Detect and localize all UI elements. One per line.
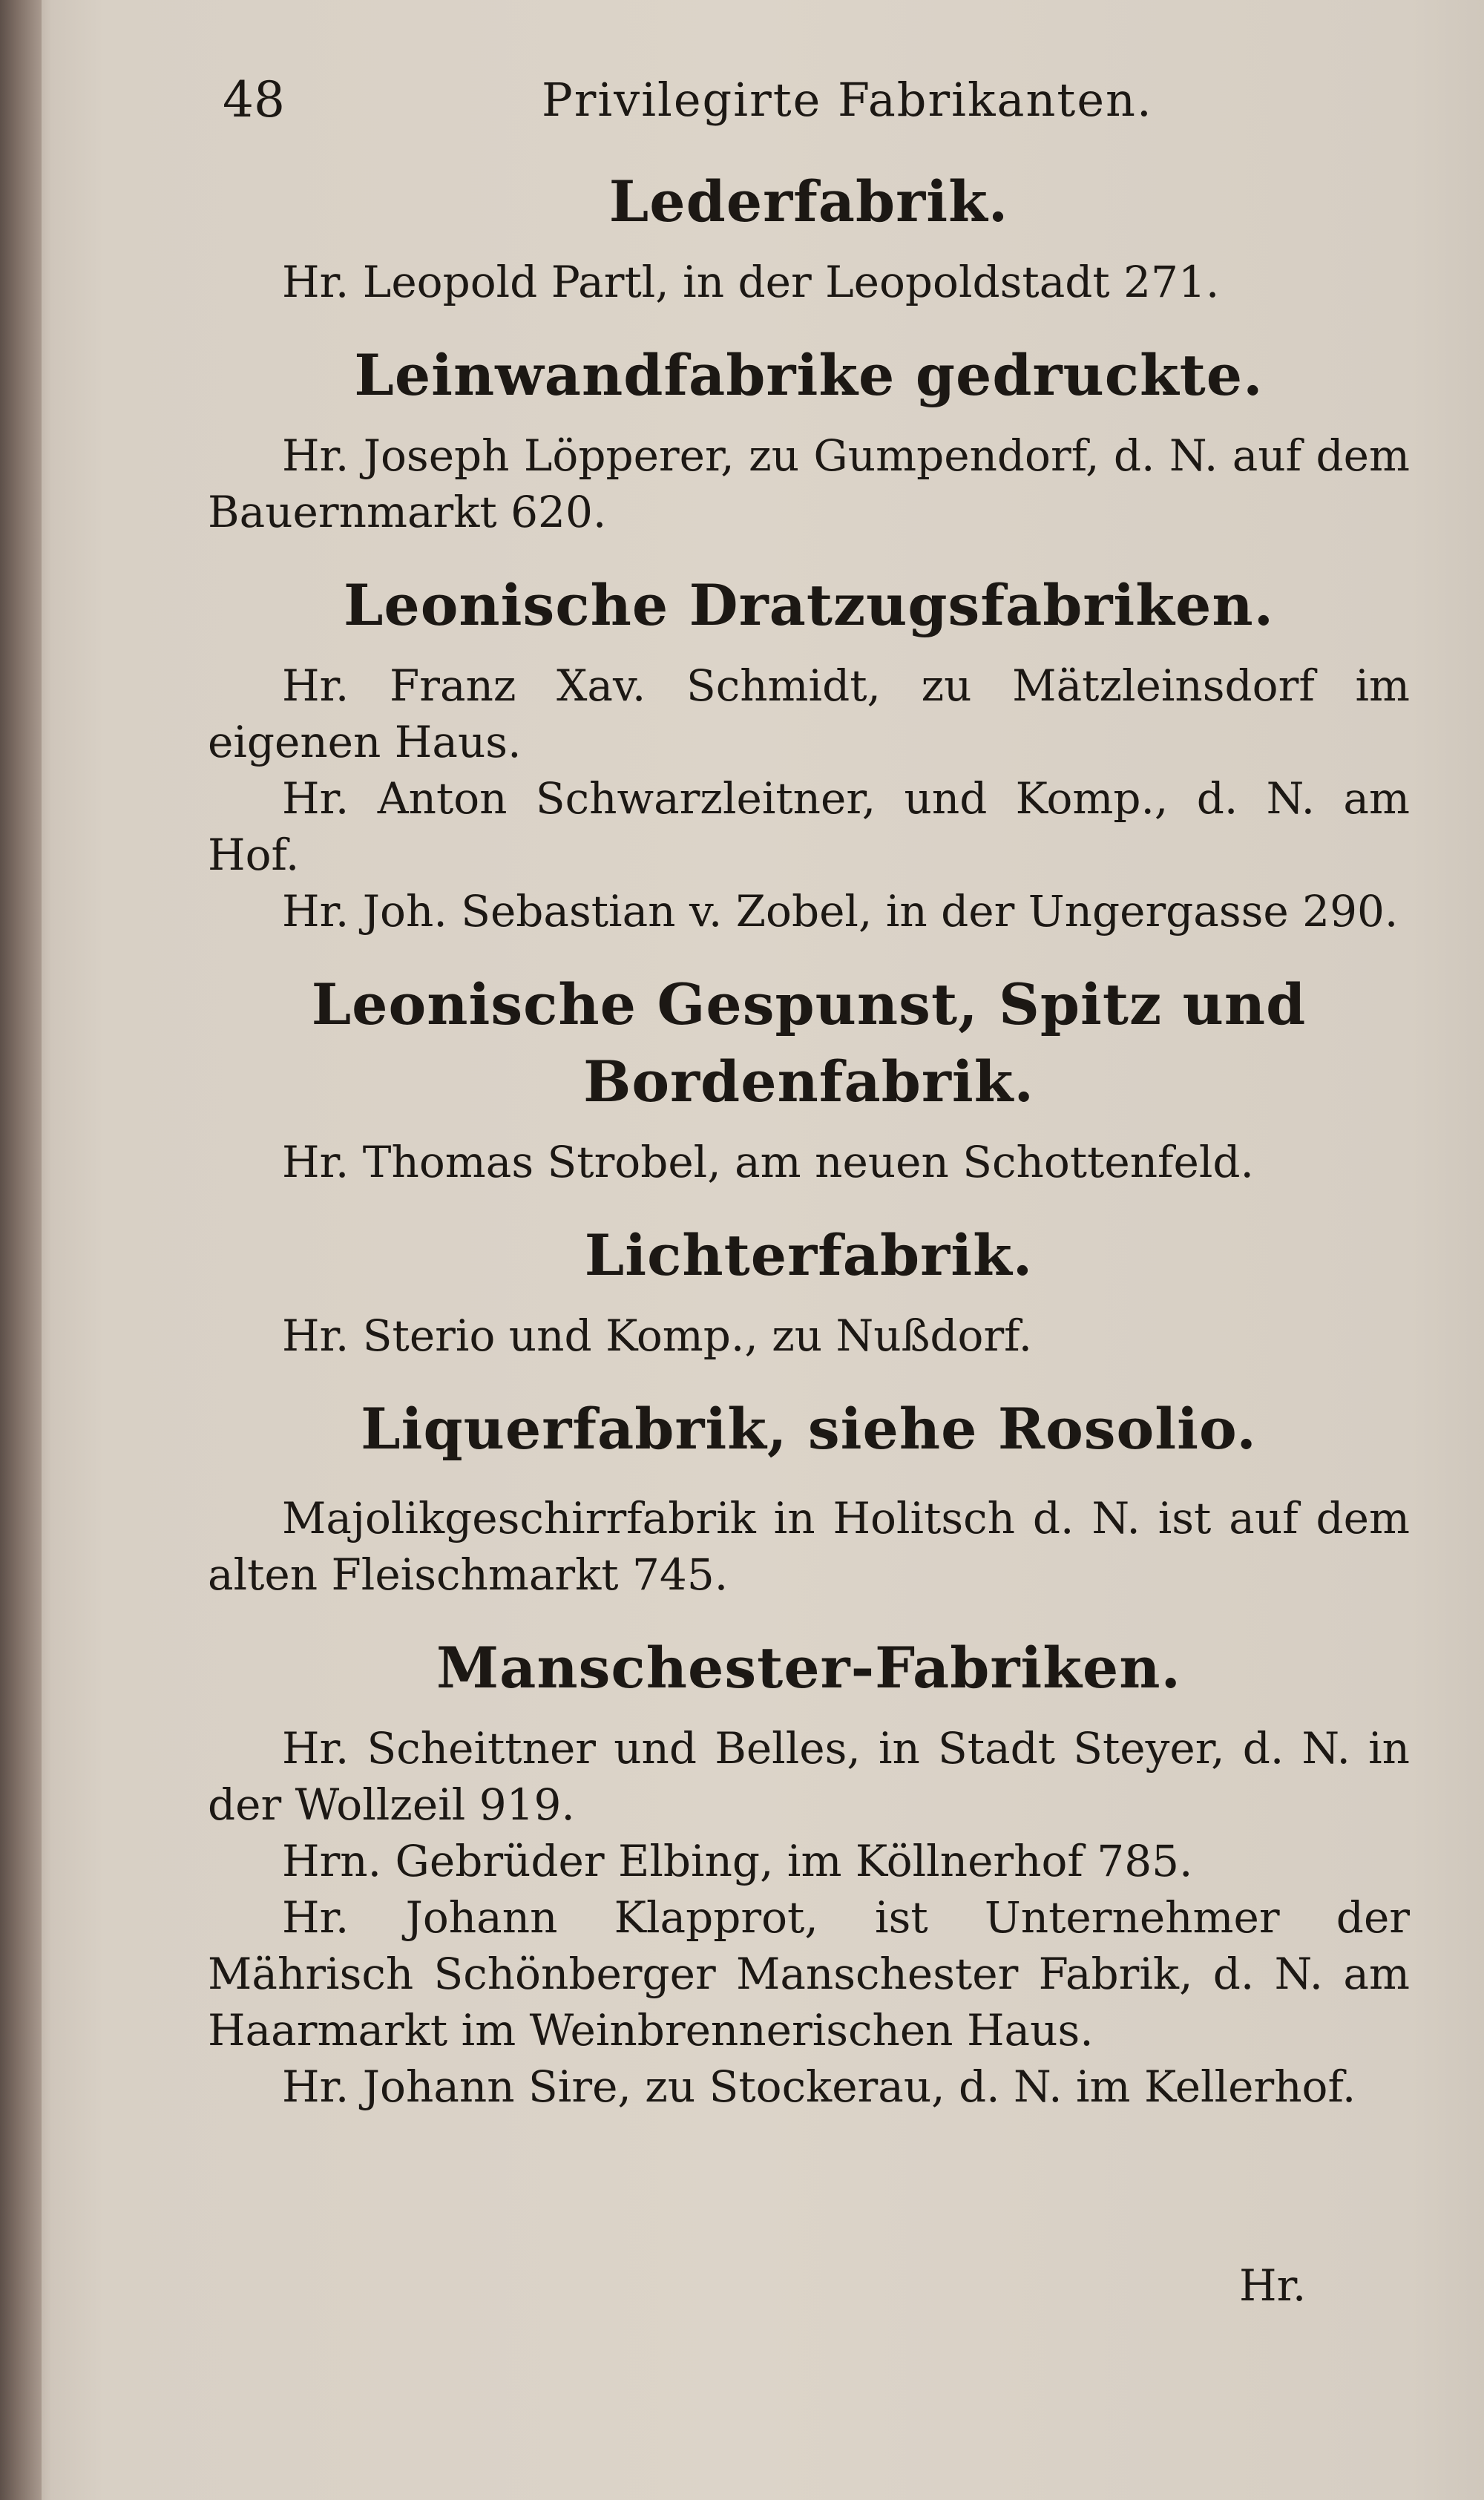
entry-klapprot: Hr. Johann Klapprot, ist Unternehmer der Mährisch Schönberger Manschester Fabrik, d. N. am Haarmarkt im Weinbrennerischen Haus. xyxy=(208,1892,1410,2056)
page-header xyxy=(223,67,1365,134)
entry-elbing: Hrn. Gebrüder Elbing, im Köllnerhof 785. xyxy=(282,1836,1193,1886)
section-heading-manschester: Manschester-Fabriken. xyxy=(436,1635,1181,1701)
section-heading-lederfabrik: Lederfabrik. xyxy=(608,168,1009,234)
page-number: 48 xyxy=(223,71,285,128)
entry-zobel: Hr. Joh. Sebastian v. Zobel, in der Ungergasse 290. xyxy=(282,886,1399,936)
entry-scheittner: Hr. Scheittner und Belles, in Stadt Steyer, d. N. in der Wollzeil 919. xyxy=(208,1723,1410,1830)
section-heading-liquerfabrik: Liquerfabrik, siehe Rosolio. xyxy=(361,1396,1257,1462)
entry-loepperer: Hr. Joseph Löpperer, zu Gumpendorf, d. N. auf dem Bauernmarkt 620. xyxy=(208,430,1410,537)
section-heading-lichterfabrik: Lichterfabrik. xyxy=(584,1222,1034,1288)
entry-partl: Hr. Leopold Partl, in der Leopoldstadt 271. xyxy=(282,257,1220,307)
running-title: Privilegirte Fabrikanten. xyxy=(542,73,1153,127)
entry-schwarzleitner: Hr. Anton Schwarzleitner, und Komp., d. N. am Hof. xyxy=(208,773,1410,880)
page-content xyxy=(208,163,1410,2115)
entry-sire: Hr. Johann Sire, zu Stockerau, d. N. im Kellerhof. xyxy=(282,2061,1356,2112)
page-gutter xyxy=(0,0,42,2500)
section-heading-dratzugsfabriken: Leonische Dratzugsfabriken. xyxy=(343,572,1275,638)
entry-sterio: Hr. Sterio und Komp., zu Nußdorf. xyxy=(282,1310,1033,1361)
catchword: Hr. xyxy=(1239,2260,1307,2311)
entry-majolikgeschirrfabrik: Majolikgeschirrfabrik in Holitsch d. N. ist auf dem alten Fleischmarkt 745. xyxy=(208,1493,1410,1600)
entry-schmidt: Hr. Franz Xav. Schmidt, zu Mätzleinsdorf im eigenen Haus. xyxy=(208,660,1410,767)
section-heading-bordenfabrik: Leonische Gespunst, Spitz und Bordenfabrik. xyxy=(311,971,1307,1115)
entry-strobel: Hr. Thomas Strobel, am neuen Schottenfeld. xyxy=(282,1137,1254,1187)
section-heading-leinwandfabrike: Leinwandfabrike gedruckte. xyxy=(354,342,1264,408)
